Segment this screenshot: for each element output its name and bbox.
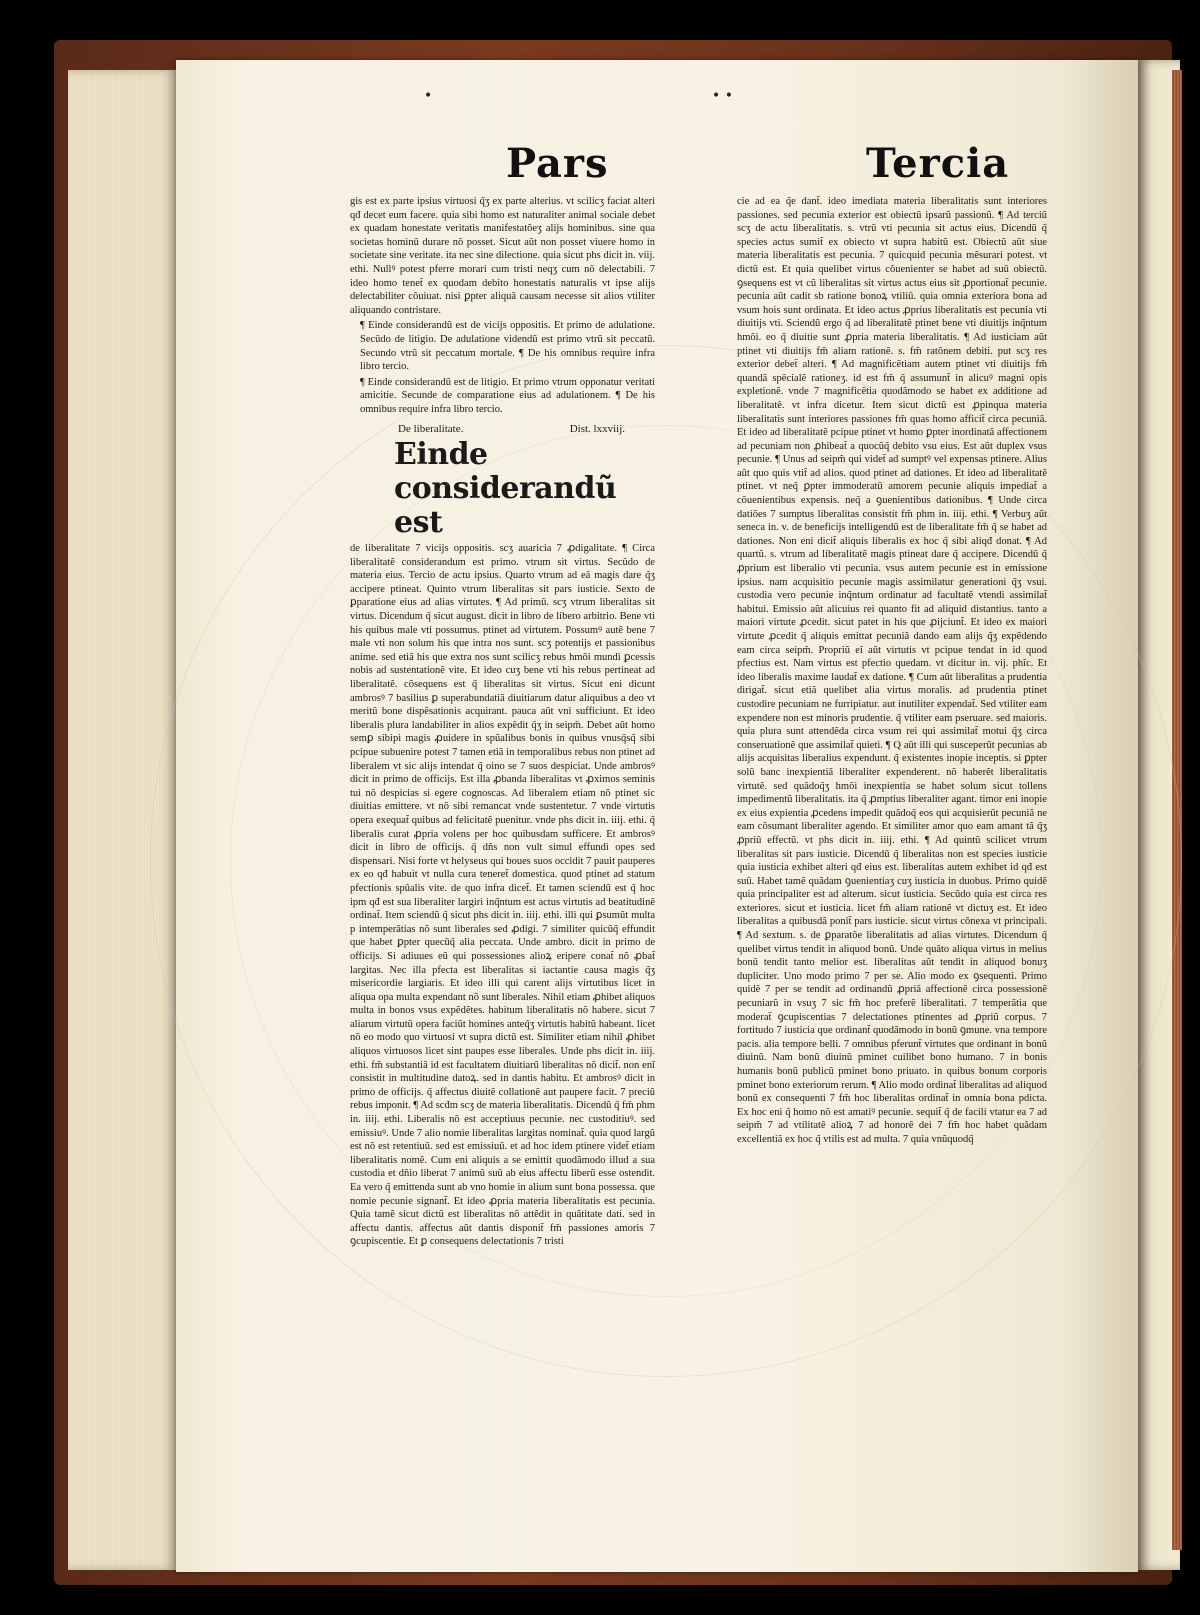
paragraph: ¶ Einde considerandũ est de litigio. Et primo vtrum opponatur veritati amicitie. Secunde de comparatione eius ad adulationem. ¶ De his omnibus require infra libro tercio. <box>360 376 655 415</box>
paragraph: de liberalitate 7 vicijs oppositis. scʒ auaricia 7 ꝓdigalitate. ¶ Circa liberalitatẽ considerandum est primo. vtrum sit virtus. Secũdo de materia eius. Tercio de actu ipsius. Quarto vtrum ad eã magis dare q̃ʒ accipere ptineat. Quinto vtrum liberalitas sit pars iusticie. Sexto de ꝑparatione eius ad alias virtutes. ¶ Ad primũ. scʒ vtrum liberalitas sit virtus. Dicendum q̃ sicut august. dicit in libro de libero arbitrio. Bene vti his quibus male vti possumus. ptinet ad virtutem. Possumꝰ autẽ bene 7 male vti non solum his que intra nos sunt. scʒ potentijs et passionibus anime. sed etiã his que extra nos sunt scilicʒ rebus hmõi mundi ꝑcessis nobis ad sustentationẽ vite. Et ideo cuʒ bene vti his rebus pertineat ad liberalitatẽ. cõsequens est q̃ liberalitas sit virtus. Sicut eni dicunt ambrosꝰ 7 basilius ꝑ superabundatiã diuitiarum datur aliquibus a deo vt meritũ bone dispẽsationis acquirant. pauca aũt vni sufficiunt. Et ideo liberalis plura landabiliter in alios expẽdit q̃ʒ in seipm̃. Debet aũt homo semꝑ sibipi magis ꝓuidere in spũalibus bonis in quibus vnusq̃sq̃ sibi pcipue subuenire potest 7 tamen etiã in temporalibus rebus non ptinet ad liberalem vt sic alijs intendat q̃ oino se 7 suos despiciat. Unde ambrosꝰ dicit in primo de officijs. Est illa ꝓbanda liberalitas vt ꝓximos seminis tui nõ despicias si egere cognoscas. Ad liberalem etiam nõ ptinet sic diuitias emittere. vt nõ sibi remancat vnde sustentetur. 7 vnde virtutis opera exequat̃ quibus ad felicitatẽ puenitur. vnde phs dicit in. iiij. ethi. q̃ liberalis curat ꝓpria volens per hoc quibusdam sufficere. Et ambrosꝰ dicit in libro de officijs. q̃ dñs non vult simul effundi opes sed dispensari. Nisi forte vt helyseus qui boues suos occidit 7 pauit pauperes ex eo qđ habuit vt nulla cura teneret̃ domestica. quod ptinet ad statum pfectionis spũalis vite. de quo infra dicet̃. Et tamen sciendũ est q̃ hoc ipm qđ est sua liberaliter largiri inq̃ntum est actus virtutis ad beatitudinẽ ordinat̃. Item sciendũ q̃ sicut phs dicit in. iiij. ethi. illi qui ꝑsumũt multa p intemperãtias nõ sunt liberales sed ꝓdigi. 7 similiter quicũq̃ effundit que habet ꝑpter quecũq̃ alia peccata. Unde ambro. dicit in primo de officijs. Si adiuues eũ qui possessiones alioꝝ eripere conat̃ nõ ꝓbat̃ largitas. Nec illa pfecta est liberalitas si iactantie causa magis q̃ʒ misericordie largiaris. Et ideo illi qui carent alijs virtutibus licet in aliqua opa multa expendant nõ sunt liberales. Nihil etiam ꝓhibet aliquos multa in bonos vsus expẽdẽtes. habitum liberalitatis nõ habere. sicut 7 aliarum virtutũ opera faciũt homines anteq̃ʒ virtutis habitũ habeant. licet nõ eo modo quo virtuosi vt supra dictũ est. Similiter etiam nihil ꝓhibet aliquos virtuosos licet sint paupes esse liberales. Unde phs dicit in. iiij. ethi. fm̃ substantiã id est facultatem diuitiarũ liberalitas nõ dicit̃. non enĩ consistit in multitudine datoꝝ. sed in dantis habitu. Et ambrosꝰ dicit in primo de officijs. q̃ affectus diuitẽ collationẽ aut paupere facit. 7 preciũ rebus imponit. ¶ Ad scđm scʒ de materia liberalitatis. Dicendũ q̃ fm̃ phm in. iiij. ethi. Liberalis nõ est acceptiuus pecunie. nec custoditiuꝰ. sed emissiuꝰ. Unde 7 alio nomie liberalitas largitas nominat̃. quia quod largũ est nõ est retentiuũ. sed est emissiuũ. et ad hoc idem ptinere videt̃ etiam liberalitatis nomẽ. Cum eni aliquis a se emittit quodãmodo illud a sua custodia et dñio liberat 7 animũ suũ ab eius affectu liberũ esse ostendit. Ea vero q̃ emittenda sunt ab vno homie in alium sunt bona possessa. que nomie pecunie signant̃. Et ideo ꝓpria materia liberalitatis est pecunia. Quia tamẽ sicut dictũ est liberalitas nõ attẽdit in quãtitate dati. sed in affectu dantis. affectus aũt dantis disponit̃ fm̃ passiones amoris 7 ꝯcupiscentie. Et ꝑ consequens delectationis 7 tristi <box>350 543 655 1248</box>
chapter-incipit: Einde considerandũ est <box>394 437 617 541</box>
running-head-left: Pars <box>506 140 609 187</box>
printer-mark-left: • <box>424 88 433 104</box>
chapter-title: De liberalitate. <box>398 422 464 435</box>
chapter-number: Dist. lxxviij. <box>569 422 625 435</box>
book-cover-edge <box>1172 70 1182 1550</box>
printer-mark-right: • • <box>712 88 733 104</box>
paragraph: cie ad ea q̃e dant̃. ideo imediata materia liberalitatis sunt interiores passiones. sed pecunia exterior est obiectũ ipsarũ passionũ. ¶ Ad terciũ scʒ de actu liberalitatis. s. vtrũ vti pecunia sit actus eius. Dicendũ q̃ species actus sumit̃ ex obiecto vt supra habitũ est. Obiectũ aũt siue materia liberalitatis est pecunia. 7 quicquid pecunia mẽsurari potest. vt dictũ est. Et quia quelibet virtus cõuenienter se habet ad suũ obiectũ. ꝯsequens est vt cũ liberalitas sit virtus actus eius sit ꝓportionat̃ pecunie. pecunia aũt cadit sb ratione bonoꝝ vtiliũ. quia omnia exteriora bona ad vsum hois sunt ordinata. Et ideo actus ꝓprius liberalitatis est pecunia vti diuitijs vti. Sciendũ ergo q̃ ad liberalitatẽ ptinet bene vti diuitijs inq̃ntum hmõi. eo q̃ diuitie sunt ꝓpria materia liberalitatis. ¶ Ad iusticiam aũt ptinet vti diuitijs fm̃ aliam rationẽ. s. fm̃ ratõnem debiti. put scʒ res exterior debet̃ alteri. ¶ Ad magnificẽtiam autem ptinet vti diuitijs fm̃ quandã spẽcialẽ rationeʒ. id est fm̃ q̃ assumunt̃ in alicuꝰ magni opis expletionẽ. vnde 7 magnificẽtia quodãmodo se habet ex additione ad liberalitatẽ. vt infra dicetur. Item sicut dictũ est ꝓpinqua materia liberalitatis sunt interiores passiones fm̃ quas homo afficit̃ circa pecuniã. Et ideo ad liberalitatẽ pcipue ptinet vt homo ꝑpter inordinatã affectionem ad pecuniam non ꝓhibeat̃ a quocũq̃ debito vsu eius. Est aũt duplex vsus pecunie. ¶ Unus ad seipm̃ qui videt̃ ad sumptꝰ vel expensas ptinere. Alius aũt quo quis vtit̃ ad alios. quod ptinet ad dationes. Et ideo ad liberalitatẽ ptinet. vt neq̃ ꝑpter immoderatũ amorem pecunie aliquis impediat̃ a cõuenientibus expensis. neq̃ a ꝯuenientibus dationibus. ¶ Unde circa datiões 7 sumptus liberalitas consistit fm̃ phm in. iiij. ethi. ¶ Verbuʒ aũt seneca in. v. de beneficijs intelligendũ est de liberalitate fm̃ q̃ se habet ad dationes. Non eni dicit̃ aliquis liberalis ex hoc q̃ sibi aliqđ donat. ¶ Ad quartũ. s. vtrum ad liberalitatẽ magis ptineat dare q̃ accipere. Dicendũ q̃ ꝓprium est liberalio vti pecunia. vsus autem pecunie est in emissione ipsius. nam acquisitio pecunie magis assimilatur generationi q̃ʒ vsui. custodia vero pecunie inq̃ntum ordinatur ad facultatẽ vtendi assimilat̃ habitui. Emissio aũt alicuius rei quanto fit ad aliquid distantius. tanto a maiori virtute ꝓcedit. sicut patet in his que ꝓijciunt̃. Et ideo ex maiori virtute ꝓcedit q̃ aliquis emittat pecuniã dando eam alijs q̃ʒ expẽdendo eam circa seipm̃. Propriũ eĩ aũt virtutis vt pcipue tendat in id quod pfectius est. Nam virtus est pfectio quedam. vt dicitur in. vij. phĩc. Et ideo liberalis maxime laudat̃ ex datione. ¶ Cum aũt liberalitas a prudentia dirigat̃. sicut etiã quelibet alia virtus moralis. ad prudentia ptinet custodire pecuniam ne furripiatur. aut inutiliter expendat̃. Sed vtiliter eam expendere non est minoris prudentie. q̃ vtiliter eam pseruare. sed maioris. quia plura sunt attendẽda circa vsum rei qui assimilat̃ motui q̃ʒ circa conseruationẽ que assimilat̃ quieti. ¶ Q aũt illi qui susceperũt pecunias ab alijs acquisitas liberalius expendunt. q̃ existentes inopie inceptis. si ꝑpter solũ banc inexpientiã liberaliter expenderent. nõ haberẽt liberalitatis virtutẽ. sed quãdoq̃ʒ hmõi inexpientia se habet solum sicut tollens impedimentũ liberalitatis. ita q̃ ꝓmptius liberaliter agant. timor eni inopie ex eius expientia ꝓcedens impedit quãdoq̃ eos qui acquisierũt pecuniã ne eam cõsumant liberaliter agendo. Et similiter amor quo eam amant tã q̃ʒ ꝓpriũ effectũ. vt phs dicit in. iiij. ethi. ¶ Ad quintũ scilicet vtrum liberalitas sit pars iusticie. Dicendũ q̃ liberalitas non est species iusticie quia iusticia exhibet alteri qđ eius est. liberalitas autem exhibet id qđ est suũ. Habet tamẽ quãdam ꝯuenientiaʒ cuʒ iusticia in duobus. Primo quidẽ quia principaliter est ad alterum. sicut iusticia. Secũdo quia est circa res exteriores. sicut et iusticia. licet fm̃ aliam rationẽ vt dictuʒ est. Et ideo liberalitas a quibusdã ponit̃ pars iusticie. sicut virtus cõnexa vt principali. ¶ Ad sextum. s. de ꝑparatõe liberalitatis ad alias virtutes. Dicendum q̃ quelibet virtus tendit in aliquod bonũ. Unde quãto aliqua virtus in melius bonũ tendit tanto melior est. liberalitas aũt tendit in aliquod bonuʒ dupliciter. Uno modo primo 7 per se. Alio modo ex ꝯsequenti. Primo quidẽ 7 per se tendit ad ordinandũ ꝓpriã affectionẽ circa possessionẽ pecuniarũ in vsuʒ 7 sic fm̃ hoc preferẽ liberalitati. 7 temperãtia que moderat̃ ꝯcupiscentias 7 delectationes ptinentes ad ꝓpriũ corpus. 7 fortitudo 7 iusticia que ordinant̃ quodãmodo in bonũ ꝯmune. vna tempore pacis. alia tempore belli. 7 omnibus pferunt̃ virtutes que ordinant in bonũ diuinũ. Nam bonũ diuinũ pminet cuilibet bono humano. 7 in bonis humanis bonũ publicũ pminet bono priuato. in quibus bonum corporis pminet bono exteriorum rerum. ¶ Alio modo ordinat̃ liberalitas ad aliquod bonũ ex consequenti 7 fm̃ hoc liberalitas ordinat̃ in omnia bona pdicta. Ex hoc eni q̃ homo nõ est amatiꝰ pecunie. sequit̃ q̃ de facili vtatur ea 7 ad seipm̃ 7 ad vtilitatẽ alioꝝ 7 ad honorẽ dei 7 fm̃ hoc habet quãdam excellentiã ex hoc q̃ vtilis est ad multa. 7 quia vnũquodq̃ <box>737 196 1047 1145</box>
paragraph: ¶ Einde considerandũ est de vicijs oppositis. Et primo de adulatione. Secũdo de litigio. De adulatione videndũ est primo vtrũ sit peccatũ. Secundo vtrũ sit peccatum mortale. ¶ De his omnibus require infra libro tercio. <box>360 320 655 373</box>
page-stack-edge <box>68 70 176 1570</box>
paragraph: gis est ex parte ipsius virtuosi q̃ʒ ex parte alterius. vt scilicʒ faciat alteri qđ decet eum facere. quia sibi homo est naturaliter animal sociale debet ex quadam honestate veritatis manifestatõeʒ alijs hominibus. sine qua societas hominũ durare nõ posset. Sicut aũt non posset viuere homo in societate sine veritate. ita nec sine dilectione. quia sicut phs dicit in. viij. ethi. Nullꝰ potest pferre morari cum tristi neqʒ cum nõ delectabili. 7 ideo homo tenet̃ ex quodam debito honestatis naturalis vt ipse alijs delectabiliter cõuiuat. nisi ꝑpter aliquã causam necesse sit alios vtiliter aliquando contristare. <box>350 196 655 316</box>
watermark-inner-ring <box>230 422 1102 1297</box>
running-head-right: Tercia <box>866 140 1010 187</box>
